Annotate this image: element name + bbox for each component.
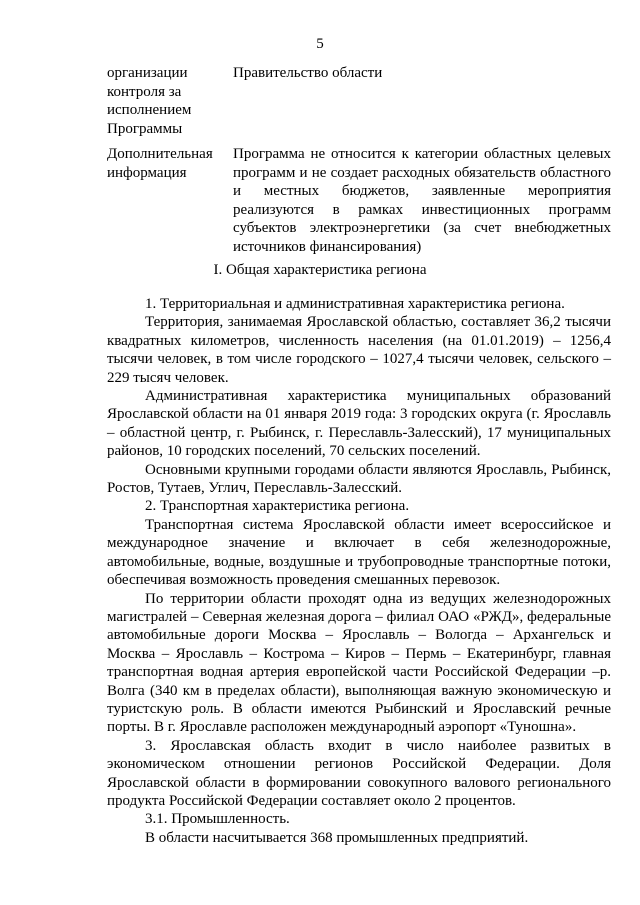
paragraph: Основными крупными городами области являются Ярославль, Рыбинск, Ростов, Тутаев, Углич, Переславль-Залесский. <box>107 461 611 497</box>
paragraph: Административная характеристика муниципальных образований Ярославской области на 01 января 2019 года: 3 городских округа (г. Ярославль – областной центр, г. Рыбинск, г. Переславль-Залесский), 17 муниципальных районов, 10 городских поселений, 70 сельских поселений. <box>107 388 611 460</box>
paragraph: По территории области проходят одна из ведущих железнодорожных магистралей – Северная железная дорога – филиал ОАО «РЖД», федеральные автомобильные дороги Москва – Ярославль – Вологда – Архангельск и Москва – Ярославль – Кострома – Киров – Пермь – Екатеринбург, главная транспортная водная артерия европейской части Российской Федерации –р. Волга (340 км в пределах области), выполняющая важную экономическую и туристскую роль. В области имеются Рыбинский и Ярославский речные порты. В г. Ярославле расположен международный аэропорт «Туношна». <box>107 590 611 736</box>
body-text <box>107 295 611 847</box>
info-value: Правительство области <box>233 65 383 81</box>
info-label: Дополнительная информация <box>107 146 213 181</box>
section-title: I. Общая характеристика региона <box>213 262 427 278</box>
paragraph: 2. Транспортная характеристика региона. <box>145 498 410 515</box>
paragraph: В области насчитывается 368 промышленных предприятий. <box>145 829 529 846</box>
paragraph: Территория, занимаемая Ярославской областью, составляет 36,2 тысячи квадратных километров, численность населения (на 01.01.2019) – 1256,4 тысячи человек, в том числе городского – 1027,4 тысячи человек, сельского – 229 тысяч человек. <box>107 314 611 386</box>
info-label: организации контроля за исполнением Программы <box>107 65 192 137</box>
paragraph: 1. Территориальная и административная характеристика региона. <box>145 296 565 312</box>
paragraph: Транспортная система Ярославской области имеет всероссийское и международное значение и включает в себя железнодорожные, автомобильные, водные, воздушные и трубопроводные транспортные потоки, обеспечивая возможность проведения смешанных перевозок. <box>107 516 611 589</box>
page-number: 5 <box>316 36 324 52</box>
paragraph: 3.1. Промышленность. <box>145 811 290 828</box>
info-value: Программа не относится к категории областных целевых программ и не создает расходных обязательств областного и местных бюджетов, заявленные мероприятия реализуются в рамках инвестиционных программ субъектов электроэнергетики (за счет внебюджетных источников финансирования) <box>233 146 611 255</box>
info-row-additional <box>107 145 611 256</box>
paragraph: 3. Ярославская область входит в число наиболее развитых в экономическом отношении регионов Российской Федерации. Доля Ярославской области в формировании совокупного валового регионального продукта Российской Федерации составляет около 2 процентов. <box>107 737 611 809</box>
info-row-control <box>107 64 611 138</box>
